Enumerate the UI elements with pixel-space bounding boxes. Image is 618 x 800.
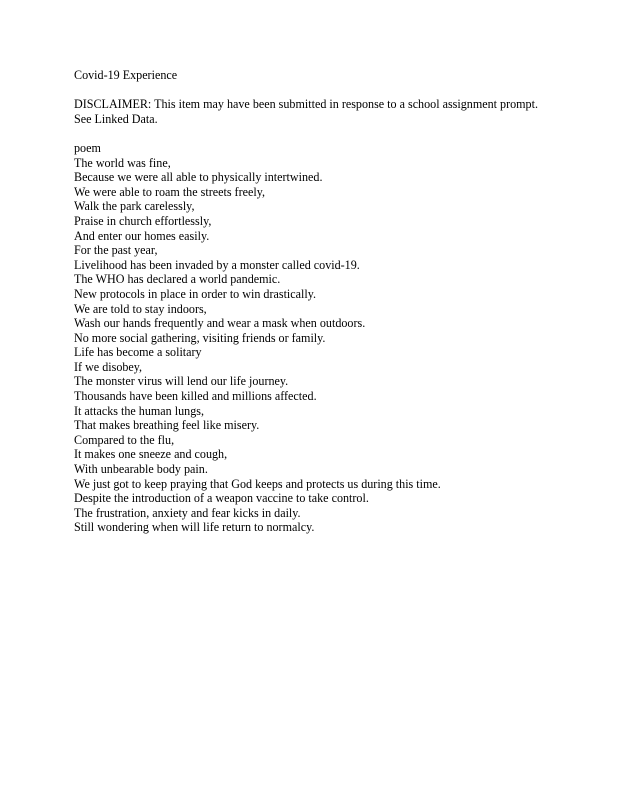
poem-line: We were able to roam the streets freely,	[74, 184, 265, 199]
poem-line: And enter our homes easily.	[74, 228, 210, 243]
poem-label: poem	[74, 140, 101, 155]
document-body	[74, 68, 594, 535]
poem-line: The world was fine,	[74, 155, 171, 170]
poem-line: Still wondering when will life return to normalcy.	[74, 520, 315, 535]
poem-line: No more social gathering, visiting friends or family.	[74, 330, 326, 345]
poem-line: It makes one sneeze and cough,	[74, 447, 228, 462]
poem-line: Compared to the flu,	[74, 432, 175, 447]
poem-line: New protocols in place in order to win drastically.	[74, 286, 317, 301]
poem-line: Walk the park carelessly,	[74, 199, 195, 214]
poem-line: Despite the introduction of a weapon vaccine to take control.	[74, 491, 369, 506]
poem-line: Life has become a solitary	[74, 345, 202, 360]
poem-line: We just got to keep praying that God keeps and protects us during this time.	[74, 476, 441, 491]
poem-line: Wash our hands frequently and wear a mask when outdoors.	[74, 316, 366, 331]
poem-line: If we disobey,	[74, 359, 143, 374]
poem-line: That makes breathing feel like misery.	[74, 418, 260, 433]
poem-line: The frustration, anxiety and fear kicks in daily.	[74, 505, 301, 520]
poem-line: Thousands have been killed and millions affected.	[74, 389, 317, 404]
document-title: Covid-19 Experience	[74, 68, 178, 82]
poem-line: With unbearable body pain.	[74, 462, 208, 477]
disclaimer	[74, 97, 594, 126]
poem-line: We are told to stay indoors,	[74, 301, 207, 316]
poem-line: Livelihood has been invaded by a monster called covid-19.	[74, 257, 360, 272]
spacer	[74, 83, 594, 98]
disclaimer-line: See Linked Data.	[74, 111, 158, 126]
poem-line: The WHO has declared a world pandemic.	[74, 272, 281, 287]
poem-line: For the past year,	[74, 243, 158, 258]
poem-line: The monster virus will lend our life journey.	[74, 374, 289, 389]
poem-line: Because we were all able to physically intertwined.	[74, 170, 323, 185]
poem-line: It attacks the human lungs,	[74, 403, 204, 418]
poem-line: Praise in church effortlessly,	[74, 213, 212, 228]
spacer	[74, 126, 594, 141]
disclaimer-line: DISCLAIMER: This item may have been submitted in response to a school assignment prompt.	[74, 97, 538, 112]
poem-lines	[74, 156, 594, 535]
